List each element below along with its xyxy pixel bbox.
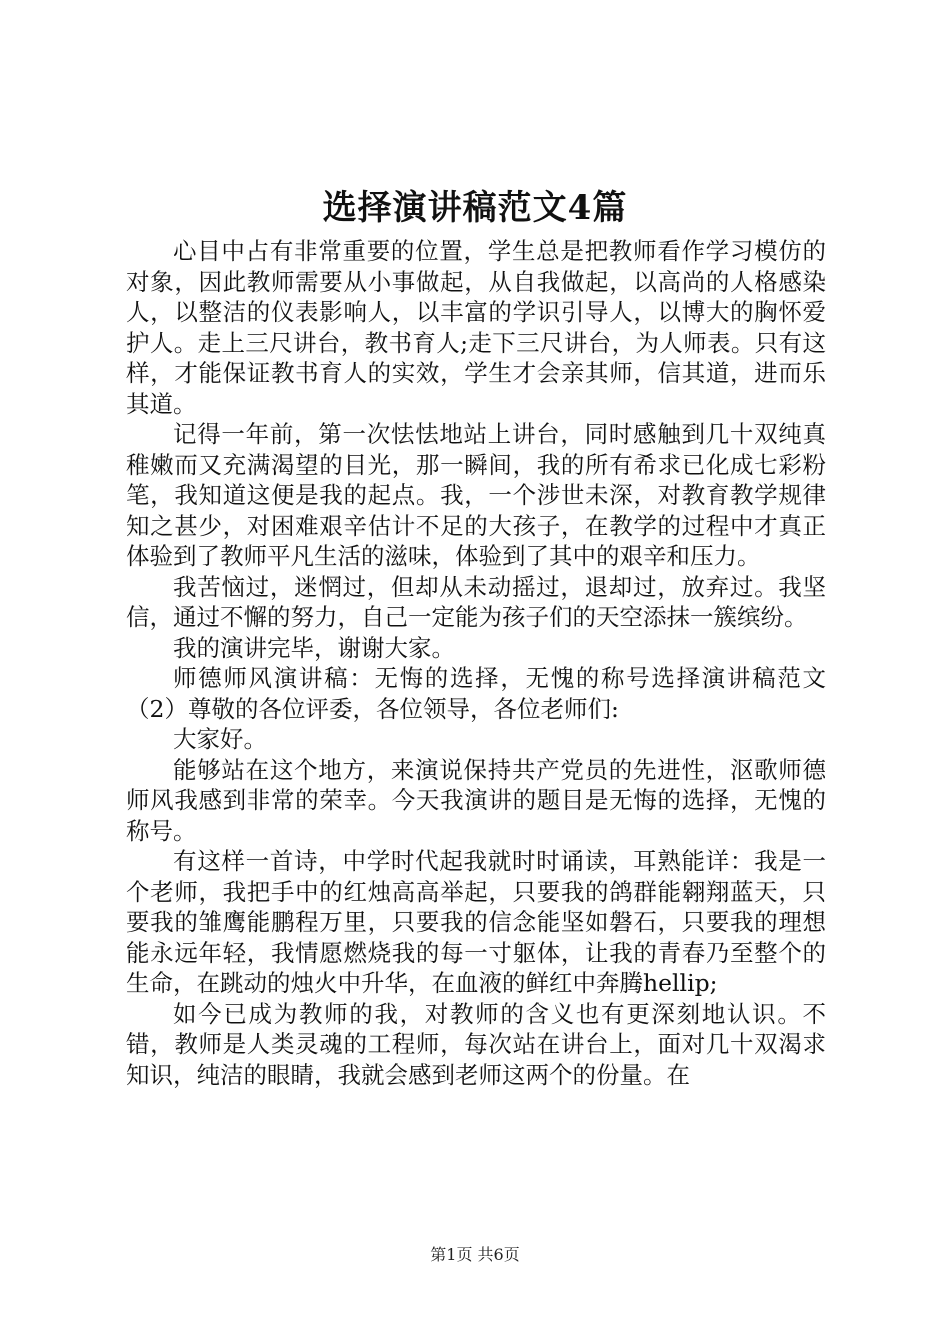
- paragraph: 能够站在这个地方，来演说保持共产党员的先进性，沤歌师德师风我感到非常的荣幸。今天我演讲的题目是无悔的选择，无愧的称号。: [126, 755, 826, 845]
- paragraph: 有这样一首诗，中学时代起我就时时诵读，耳熟能详：我是一个老师，我把手中的红烛高高举起，只要我的鸽群能翱翔蓝天，只要我的雏鹰能鹏程万里，只要我的信念能坚如磐石，只要我的理想能永远年轻，我情愿燃烧我的每一寸躯体，让我的青春乃至整个的生命，在跳动的烛火中升华，在血液的鲜红中奔腾hellip;: [126, 847, 826, 997]
- paragraph: 师德师风演讲稿：无悔的选择，无愧的称号选择演讲稿范文（2）尊敬的各位评委，各位领导，各位老师们:: [126, 664, 826, 723]
- paragraph: 心目中占有非常重要的位置，学生总是把教师看作学习模仿的对象，因此教师需要从小事做起，从自我做起，以高尚的人格感染人，以整洁的仪表影响人，以丰富的学识引导人，以博大的胸怀爱护人。走上三尺讲台，教书育人;走下三尺讲台，为人师表。只有这样，才能保证教书育人的实效，学生才会亲其师，信其道，进而乐其道。: [126, 237, 826, 418]
- document-title: 选择演讲稿范文4篇: [322, 188, 628, 228]
- paragraph: 记得一年前，第一次怯怯地站上讲台，同时感触到几十双纯真稚嫩而又充满渴望的目光，那一瞬间，我的所有希求已化成七彩粉笔，我知道这便是我的起点。我，一个涉世未深，对教育教学规律知之甚少，对困难艰辛估计不足的大孩子，在教学的过程中才真正体验到了教师平凡生活的滋味，体验到了其中的艰辛和压力。: [126, 420, 826, 570]
- paragraph: 我的演讲完毕，谢谢大家。: [173, 633, 455, 662]
- paragraph: 如今已成为教师的我，对教师的含义也有更深刻地认识。不错，教师是人类灵魂的工程师，每次站在讲台上，面对几十双渴求知识，纯洁的眼睛，我就会感到老师这两个的份量。在: [126, 999, 826, 1089]
- paragraph: 大家好。: [173, 725, 267, 753]
- page-number: 第1页 共6页: [430, 1245, 520, 1264]
- document-body: [126, 236, 826, 1090]
- paragraph: 我苦恼过，迷惘过，但却从未动摇过，退却过，放弃过。我坚信，通过不懈的努力，自己一定能为孩子们的天空添抹一簇缤纷。: [126, 572, 826, 631]
